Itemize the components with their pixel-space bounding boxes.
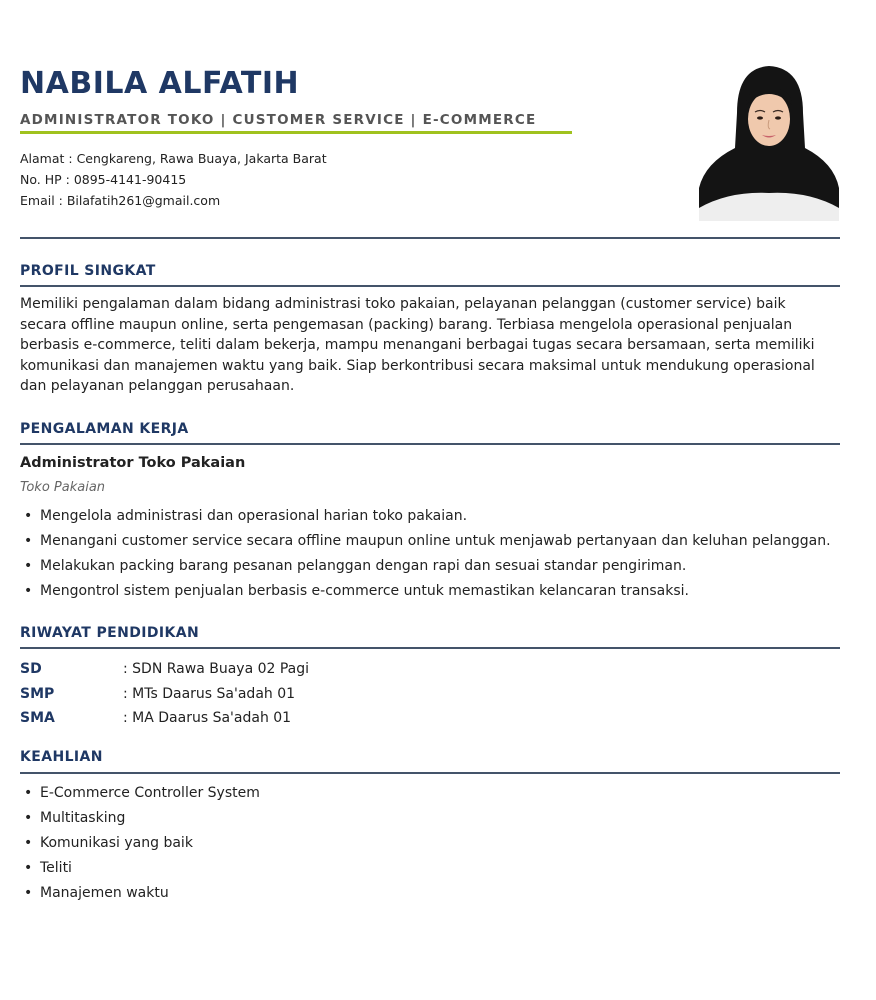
candidate-tagline: ADMINISTRATOR TOKO | CUSTOMER SERVICE | E-COMMERCE — [20, 112, 537, 128]
job-title: Administrator Toko Pakaian — [20, 455, 246, 471]
skill-item-text: Manajemen waktu — [40, 885, 169, 901]
list-item — [20, 856, 260, 881]
job-company: Toko Pakaian — [20, 480, 106, 495]
bullet-icon: • — [24, 835, 33, 851]
education-school: : MA Daarus Sa'adah 01 — [123, 710, 292, 726]
bullet-icon: • — [24, 533, 33, 549]
skill-item-text: E-Commerce Controller System — [40, 785, 260, 801]
list-item — [20, 831, 260, 856]
experience-item-text: Mengelola administrasi dan operasional harian toko pakaian. — [40, 508, 468, 524]
education-level: SMP — [20, 685, 55, 702]
bullet-icon: • — [24, 583, 33, 599]
contact-address: Alamat : Cengkareng, Rawa Buaya, Jakarta Barat — [20, 151, 327, 166]
section-divider-education — [20, 647, 840, 649]
contact-info — [20, 148, 327, 211]
education-school: : MTs Daarus Sa'adah 01 — [123, 685, 296, 702]
section-title-profile: PROFIL SINGKAT — [20, 263, 156, 279]
candidate-name: NABILA ALFATIH — [20, 66, 300, 101]
bullet-icon: • — [24, 508, 33, 524]
contact-phone: No. HP : 0895-4141-90415 — [20, 172, 187, 187]
profile-photo-illustration — [699, 63, 839, 221]
section-title-skills: KEAHLIAN — [20, 749, 103, 765]
education-school: : SDN Rawa Buaya 02 Pagi — [123, 661, 310, 677]
bullet-icon: • — [24, 558, 33, 574]
list-item — [20, 554, 831, 579]
profile-summary: Memiliki pengalaman dalam bidang administrasi toko pakaian, pelayanan pelanggan (customer service) baik secara offline maupun online, serta pengemasan (packing) barang. Terbiasa mengelola operasional penjualan berbasis e-commerce, teliti dalam bekerja, mampu menangani berbagai tugas secara bersamaan, serta memiliki komunikasi dan manajemen waktu yang baik. Siap berkontribusi secara maksimal untuk mendukung operasional dan pelayanan pelanggan perusahaan. — [20, 296, 815, 394]
experience-item-text: Melakukan packing barang pesanan pelanggan dengan rapi dan sesuai standar pengiriman. — [40, 558, 687, 574]
section-divider-profile — [20, 285, 840, 287]
list-item — [20, 781, 260, 806]
list-item — [20, 529, 831, 554]
experience-item-text: Mengontrol sistem penjualan berbasis e-commerce untuk memastikan kelancaran transaksi. — [40, 583, 689, 599]
bullet-icon: • — [24, 810, 33, 826]
accent-divider — [20, 131, 572, 134]
bullet-icon: • — [24, 785, 33, 801]
section-divider-skills — [20, 772, 840, 774]
education-level: SMA — [20, 710, 55, 726]
bullet-icon: • — [24, 860, 33, 876]
section-title-education: RIWAYAT PENDIDIKAN — [20, 625, 200, 641]
profile-photo — [699, 63, 839, 221]
contact-email: Email : Bilafatih261@gmail.com — [20, 193, 221, 208]
skill-item-text: Multitasking — [40, 810, 126, 826]
list-item — [20, 579, 831, 604]
skills-list — [20, 781, 260, 906]
header-divider — [20, 237, 840, 239]
experience-list — [20, 504, 831, 604]
experience-item-text: Menangani customer service secara offline maupun online untuk menjawab pertanyaan dan keluhan pelanggan. — [40, 533, 831, 549]
section-title-experience: PENGALAMAN KERJA — [20, 421, 189, 437]
section-divider-experience — [20, 443, 840, 445]
list-item — [20, 881, 260, 906]
list-item — [20, 504, 831, 529]
list-item — [20, 806, 260, 831]
skill-item-text: Teliti — [40, 860, 72, 876]
skill-item-text: Komunikasi yang baik — [40, 835, 193, 851]
bullet-icon: • — [24, 885, 33, 901]
education-level: SD — [20, 661, 42, 677]
